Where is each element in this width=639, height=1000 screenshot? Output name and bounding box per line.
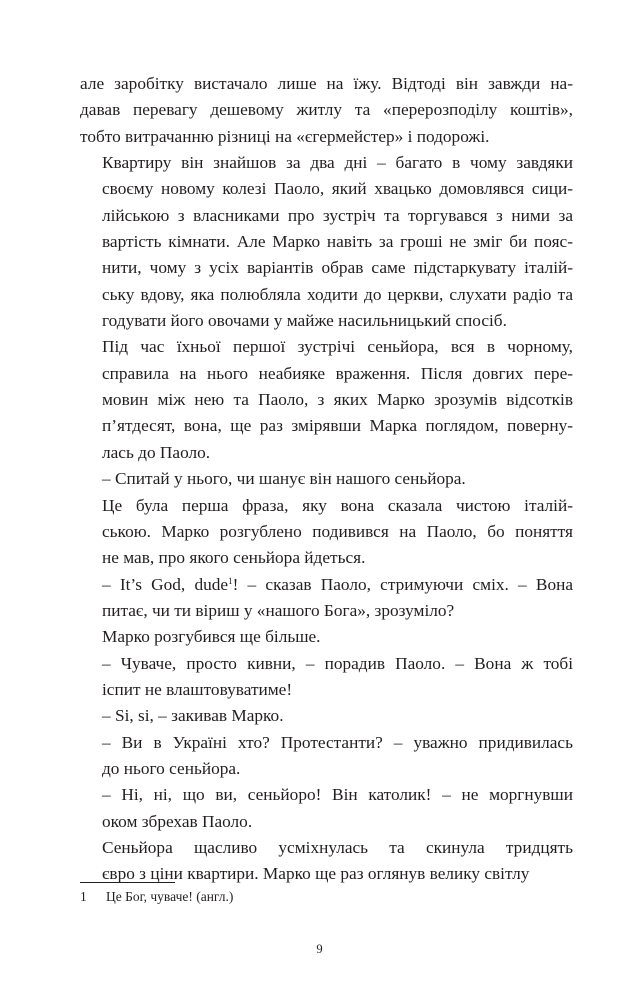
text-line: – Ви в Україні хто? Протестанти? – уважно придивилась xyxy=(102,732,573,752)
line-segment: ! – сказав Паоло, стримуючи сміх. – Вона xyxy=(232,574,574,594)
text-line xyxy=(80,572,573,598)
paragraph xyxy=(80,71,573,150)
text-line: – Чуваче, просто кивни, – порадив Паоло. – Вона ж тобі xyxy=(102,653,573,673)
text-line: – Si, si, – закивав Марко. xyxy=(102,706,284,726)
text-line: Це була перша фраза, яку вона сказала чистою італій- xyxy=(102,495,573,515)
text-line: питає, чи ти віриш у «нашого Бога», зрозуміло? xyxy=(102,600,455,620)
paragraph xyxy=(80,334,573,466)
footnote-text: Це Бог, чуваче! (англ.) xyxy=(106,889,234,904)
paragraph xyxy=(80,835,573,888)
paragraph xyxy=(80,651,573,704)
paragraph xyxy=(80,782,573,835)
text-line: ську вдову, яка полюбляла ходити до церкви, слухати радіо та xyxy=(102,284,573,304)
text-line: нити, чому з усіх варіантів обрав саме підстаркувату італій- xyxy=(102,258,573,278)
footnote xyxy=(80,888,573,906)
text-line: давав перевагу дешевому житлу та «перерозподілу коштів», xyxy=(80,100,573,120)
text-line: тобто витрачанню різниці на «єгермейстер» і подорожі. xyxy=(80,126,490,146)
text-line: мовин між нею та Паоло, з яких Марко зрозумів відсотків xyxy=(102,390,573,410)
paragraph xyxy=(80,730,573,783)
paragraph xyxy=(80,703,573,729)
page-body xyxy=(80,71,573,888)
text-line: лась до Паоло. xyxy=(102,442,211,462)
text-line: вартість кімнати. Але Марко навіть за гроші не зміг би пояс- xyxy=(102,232,573,252)
text-line: Квартиру він знайшов за два дні – багато в чому завдяки xyxy=(102,153,573,173)
text-line: ською. Марко розгублено подивився на Паоло, бо поняття xyxy=(102,521,573,541)
page-number: 9 xyxy=(316,942,323,956)
paragraph xyxy=(80,493,573,572)
text-line: годувати його овочами у майже насильницький спосіб. xyxy=(102,311,507,331)
footnote-divider xyxy=(80,882,175,883)
text-line: своєму новому колезі Паоло, який хвацько домовлявся сици- xyxy=(102,179,573,199)
text-line: євро з ціни квартири. Марко ще раз оглянув велику світлу xyxy=(102,864,530,884)
text-line: Під час їхньої першої зустрічі сеньйора, вся в чорному, xyxy=(102,337,573,357)
text-line: лійською з власниками про зустріч та торгувався з ними за xyxy=(102,205,573,225)
text-line: Марко розгубився ще більше. xyxy=(102,627,321,647)
text-line: не мав, про якого сеньйора йдеться. xyxy=(102,548,366,568)
paragraph xyxy=(80,572,573,625)
text-line: – Ні, ні, що ви, сеньйоро! Він католик! – не моргнувши xyxy=(102,785,573,805)
line-segment: – It’s God, dude xyxy=(102,574,229,594)
text-line: іспит не влаштовуватиме! xyxy=(102,679,293,699)
text-line: Сеньйора щасливо усміхнулась та скинула тридцять xyxy=(102,837,573,857)
text-line: оком збрехав Паоло. xyxy=(102,811,253,831)
text-line: до нього сеньйора. xyxy=(102,758,241,778)
text-line: п’ятдесят, вона, ще раз змірявши Марка поглядом, поверну- xyxy=(102,416,573,436)
paragraph xyxy=(80,624,573,650)
footnote-number: 1 xyxy=(80,889,87,904)
text-line: але заробітку вистачало лише на їжу. Відтоді він завжди на- xyxy=(80,74,573,93)
text-line: – Спитай у нього, чи шанує він нашого сеньйора. xyxy=(102,469,466,489)
paragraph xyxy=(80,150,573,334)
text-line: справила на нього неабияке враження. Після довгих пере- xyxy=(102,363,573,383)
footnote-reference[interactable]: 1 xyxy=(228,575,233,586)
paragraph xyxy=(80,466,573,492)
